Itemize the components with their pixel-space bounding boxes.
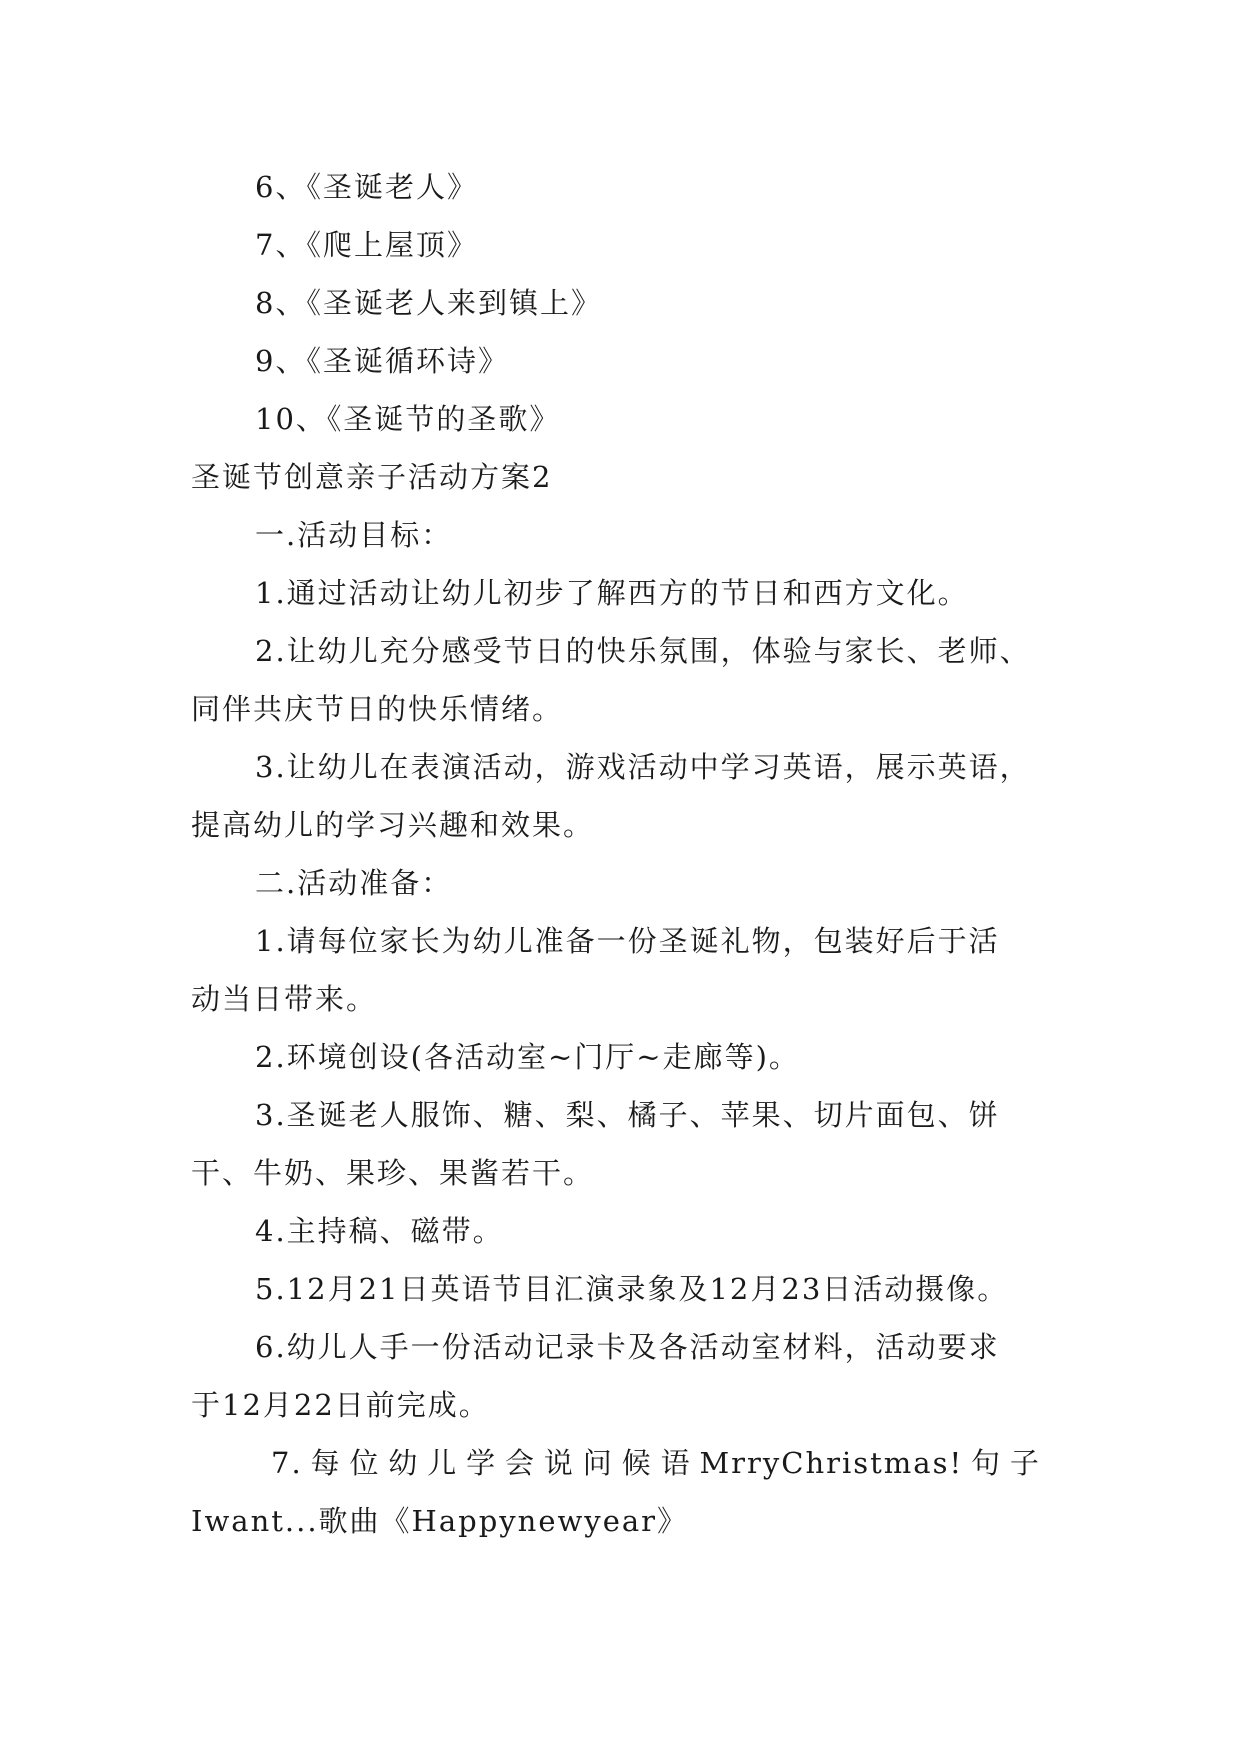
prep-7-word: 幼 (388, 1446, 420, 1480)
prep-3-cont: 干、牛奶、果珍、果酱若干。 (191, 1156, 595, 1190)
song-item-10: 10、《圣诞节的圣歌》 (255, 402, 561, 436)
prep-7-word: 每 (310, 1446, 342, 1480)
prep-7-word: 学 (466, 1446, 498, 1480)
prep-1-cont: 动当日带来。 (191, 982, 378, 1016)
prep-7-word: 说 (543, 1446, 575, 1480)
song-item-7: 7、《爬上屋顶》 (255, 228, 478, 262)
prep-4: 4.主持稿、磁带。 (255, 1214, 504, 1248)
heading-goals: 一.活动目标： (255, 518, 453, 552)
prep-7-word: 7. (271, 1446, 303, 1480)
song-item-9: 9、《圣诞循环诗》 (255, 344, 509, 378)
prep-7-word: MrryChristmas! (699, 1446, 964, 1480)
prep-1: 1.请每位家长为幼儿准备一份圣诞礼物，包装好后于活 (255, 924, 1000, 958)
prep-7 (191, 1434, 1051, 1492)
heading-preparation: 二.活动准备： (255, 866, 453, 900)
prep-5: 5.12月21日英语节目汇演录象及12月23日活动摄像。 (255, 1272, 1009, 1306)
prep-7-cont: Iwant...歌曲《Happynewyear》 (191, 1504, 689, 1538)
prep-6-cont: 于12月22日前完成。 (191, 1388, 490, 1422)
goal-3: 3.让幼儿在表演活动，游戏活动中学习英语，展示英语， (255, 750, 1031, 784)
goal-2-cont: 同伴共庆节日的快乐情绪。 (191, 692, 564, 726)
prep-7-word: 位 (349, 1446, 381, 1480)
prep-6: 6.幼儿人手一份活动记录卡及各活动室材料，活动要求 (255, 1330, 1000, 1364)
goal-1: 1.通过活动让幼儿初步了解西方的节日和西方文化。 (255, 576, 969, 610)
prep-7-word: 会 (505, 1446, 537, 1480)
prep-3: 3.圣诞老人服饰、糖、梨、橘子、苹果、切片面包、饼 (255, 1098, 1000, 1132)
goal-3-cont: 提高幼儿的学习兴趣和效果。 (191, 808, 595, 842)
prep-7-word: 候 (621, 1446, 653, 1480)
prep-7-word: 儿 (427, 1446, 459, 1480)
document-body (191, 158, 1051, 1550)
song-item-6: 6、《圣诞老人》 (255, 170, 478, 204)
song-item-8: 8、《圣诞老人来到镇上》 (255, 286, 602, 320)
goal-2: 2.让幼儿充分感受节日的快乐氛围，体验与家长、老师、 (255, 634, 1031, 668)
section-title: 圣诞节创意亲子活动方案2 (191, 460, 553, 494)
prep-2: 2.环境创设(各活动室~门厅~走廊等)。 (255, 1040, 800, 1074)
prep-7-word: 子 (1009, 1446, 1041, 1480)
prep-7-word: 语 (660, 1446, 692, 1480)
prep-7-word: 句 (971, 1446, 1003, 1480)
prep-7-word: 问 (582, 1446, 614, 1480)
